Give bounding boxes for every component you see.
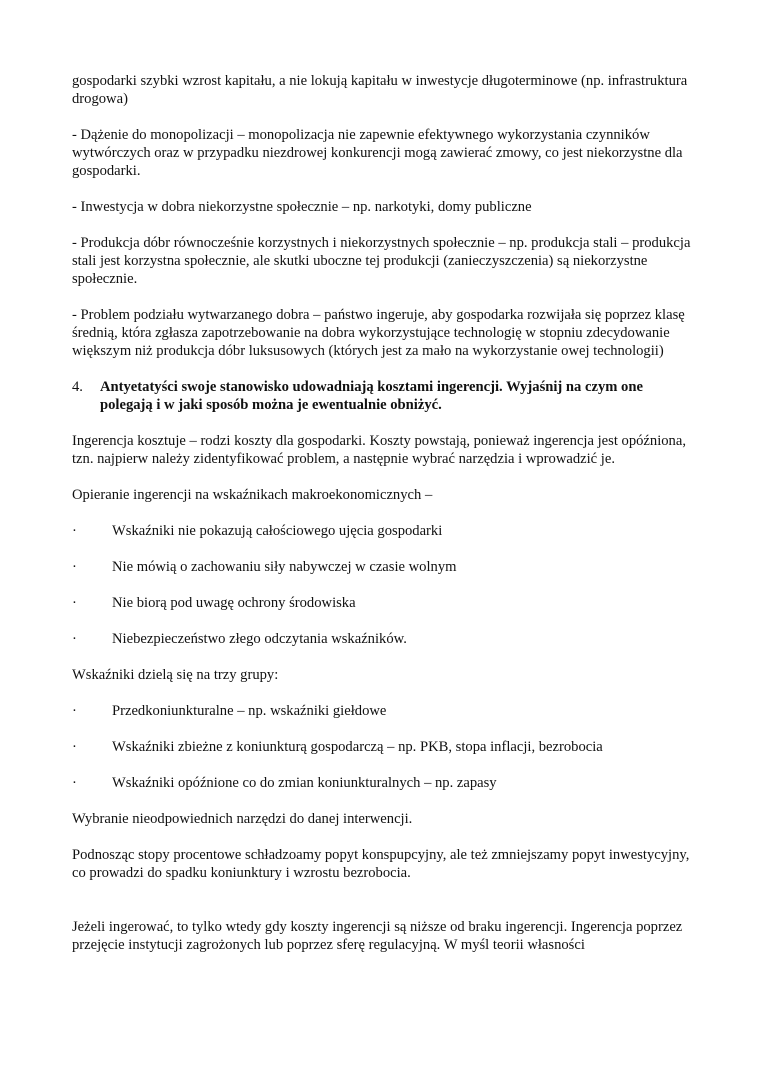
bullet-marker: ·: [72, 595, 77, 611]
indicators-intro: Opieranie ingerencji na wskaźnikach makroekonomicznych –: [72, 487, 433, 503]
question-heading: [72, 378, 692, 414]
question-number: 4.: [72, 379, 83, 395]
tools-paragraph: Wybranie nieodpowiednich narzędzi do danej interwencji.: [72, 811, 413, 827]
list-item-text: Wskaźniki opóźnione co do zmian koniunkturalnych – np. zapasy: [112, 775, 497, 791]
rates-paragraph: Podnosząc stopy procentowe schładzoamy popyt konspupcyjny, ale też zmniejszamy popyt inwestycyjny, co prowadzi do spadku koniunktury i wzrostu bezrobocia.: [72, 847, 690, 881]
groups-intro: Wskaźniki dzielą się na trzy grupy:: [72, 667, 279, 683]
bullet-marker: ·: [72, 739, 77, 755]
paragraph-harmful-goods: - Inwestycja w dobra niekorzystne społecznie – np. narkotyki, domy publiczne: [72, 199, 532, 215]
bullet-marker: ·: [72, 775, 77, 791]
list-item-text: Wskaźniki nie pokazują całościowego ujęcia gospodarki: [112, 523, 443, 539]
paragraph-distribution: - Problem podziału wytwarzanego dobra – państwo ingeruje, aby gospodarka rozwijała się poprzez klasę średnią, która zgłasza zapotrzebowanie na dobra wykorzystujące technologię w stopniu zdecydowanie większym niż produkcja dóbr luksusowych (których jest za mało na wykorzystanie owej technologii): [72, 307, 685, 359]
list-item: [72, 630, 692, 648]
list-item-text: Niebezpieczeństwo złego odczytania wskaźników.: [112, 631, 407, 647]
paragraph-monopolization: - Dążenie do monopolizacji – monopolizacja nie zapewnie efektywnego wykorzystania czynników wytwórczych oraz w przypadku niezdrowej konkurencji mogą zawierać zmowy, co jest niekorzystne dla gospodarki.: [72, 127, 683, 179]
list-item: [72, 594, 692, 612]
list-item: [72, 522, 692, 540]
document-body: [72, 72, 692, 972]
list-item-text: Nie mówią o zachowaniu siły nabywczej w czasie wolnym: [112, 559, 457, 575]
list-item-text: Przedkoniunkturalne – np. wskaźniki giełdowe: [112, 703, 387, 719]
bullet-marker: ·: [72, 523, 77, 539]
paragraph-mixed-goods: - Produkcja dóbr równocześnie korzystnych i niekorzystnych społecznie – np. produkcja stali – produkcja stali jest korzystna społecznie, ale skutki uboczne tej produkcji (zanieczyszczenia) są niekorzystne społecznie.: [72, 235, 691, 287]
question-text: Antyetatyści swoje stanowisko udowadniają kosztami ingerencji. Wyjaśnij na czym one polegają i w jaki sposób można je ewentualnie obniżyć.: [100, 379, 643, 413]
list-item: [72, 702, 692, 720]
list-item: [72, 774, 692, 792]
list-item: [72, 558, 692, 576]
list-item-text: Nie biorą pod uwagę ochrony środowiska: [112, 595, 356, 611]
bullet-marker: ·: [72, 703, 77, 719]
paragraph-capital: gospodarki szybki wzrost kapitału, a nie lokują kapitału w inwestycje długoterminowe (np. infrastruktura drogowa): [72, 73, 688, 107]
list-item-text: Wskaźniki zbieżne z koniunkturą gospodarczą – np. PKB, stopa inflacji, bezrobocia: [112, 739, 603, 755]
list-item: [72, 738, 692, 756]
closing-paragraph: Jeżeli ingerować, to tylko wtedy gdy koszty ingerencji są niższe od braku ingerencji. Ingerencja poprzez przejęcie instytucji zagrożonych lub poprzez sferę regulacyjną. W myśl teorii własności: [72, 919, 683, 953]
bullet-marker: ·: [72, 559, 77, 575]
answer-intro: Ingerencja kosztuje – rodzi koszty dla gospodarki. Koszty powstają, ponieważ ingerencja jest opóźniona, tzn. najpierw należy zidentyfikować problem, a następnie wybrać narzędzia i wprowadzić je.: [72, 433, 686, 467]
bullet-marker: ·: [72, 631, 77, 647]
